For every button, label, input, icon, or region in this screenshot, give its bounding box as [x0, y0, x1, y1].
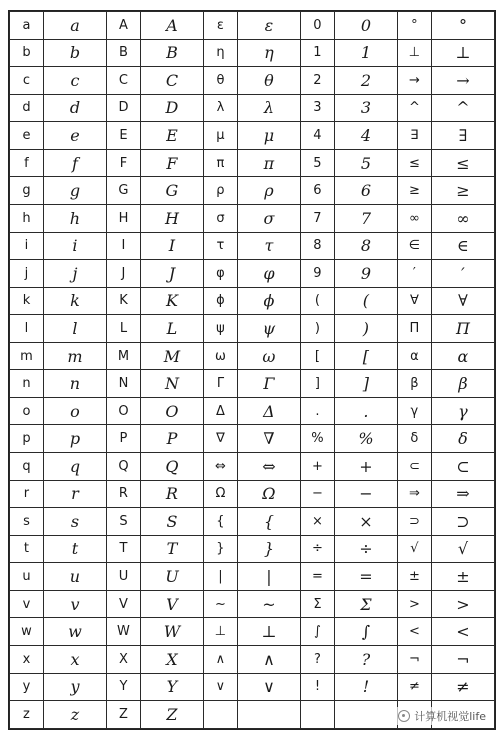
printed-char-cell: ≠	[397, 673, 431, 701]
printed-char-cell: μ	[203, 122, 237, 150]
printed-char-cell: v	[10, 590, 44, 618]
printed-char-cell: p	[10, 425, 44, 453]
printed-char-cell: ~	[203, 590, 237, 618]
printed-char-cell: N	[106, 370, 140, 398]
handwritten-char-cell: ?	[334, 645, 397, 673]
handwritten-char-cell: π	[237, 149, 300, 177]
handwritten-char-cell: →	[431, 67, 494, 95]
printed-char-cell: X	[106, 645, 140, 673]
printed-char-cell: ψ	[203, 315, 237, 343]
handwritten-char-cell: N	[140, 370, 203, 398]
handwritten-char-cell: 5	[334, 149, 397, 177]
handwritten-char-cell: {	[237, 508, 300, 536]
handwritten-char-cell: ∃	[431, 122, 494, 150]
handwritten-char-cell: ≥	[431, 177, 494, 205]
table-row	[10, 149, 495, 177]
printed-char-cell: o	[10, 397, 44, 425]
printed-char-cell: t	[10, 535, 44, 563]
handwritten-char-cell: f	[43, 149, 106, 177]
handwritten-char-cell: a	[43, 12, 106, 40]
handwritten-char-cell: h	[43, 204, 106, 232]
handwritten-char-cell: ∀	[431, 287, 494, 315]
handwritten-char-cell: ∈	[431, 232, 494, 260]
handwritten-char-cell: B	[140, 39, 203, 67]
handwritten-char-cell: V	[140, 590, 203, 618]
printed-char-cell: H	[106, 204, 140, 232]
handwritten-char-cell: θ	[237, 67, 300, 95]
printed-char-cell: ±	[397, 563, 431, 591]
handwritten-char-cell: ∨	[237, 673, 300, 701]
printed-char-cell: ∀	[397, 287, 431, 315]
handwritten-char-cell: R	[140, 480, 203, 508]
printed-char-cell: Q	[106, 453, 140, 481]
printed-char-cell: 3	[300, 94, 334, 122]
handwritten-char-cell: K	[140, 287, 203, 315]
printed-char-cell: m	[10, 342, 44, 370]
handwritten-char-cell: g	[43, 177, 106, 205]
handwritten-char-cell: 0	[334, 12, 397, 40]
table-row	[10, 287, 495, 315]
printed-char-cell: )	[300, 315, 334, 343]
printed-char-cell: δ	[397, 425, 431, 453]
printed-char-cell: σ	[203, 204, 237, 232]
handwritten-char-cell: ¬	[431, 645, 494, 673]
handwritten-char-cell: −	[334, 480, 397, 508]
table-row	[10, 177, 495, 205]
handwritten-char-cell: (	[334, 287, 397, 315]
printed-char-cell: −	[300, 480, 334, 508]
handwritten-char-cell: C	[140, 67, 203, 95]
printed-char-cell: ⊂	[397, 453, 431, 481]
printed-char-cell: q	[10, 453, 44, 481]
handwritten-char-cell: 7	[334, 204, 397, 232]
handwritten-char-cell: ÷	[334, 535, 397, 563]
printed-char-cell: 9	[300, 260, 334, 288]
table-row	[10, 39, 495, 67]
printed-char-cell: h	[10, 204, 44, 232]
printed-char-cell: Ω	[203, 480, 237, 508]
printed-char-cell: l	[10, 315, 44, 343]
printed-char-cell: z	[10, 701, 44, 729]
handwritten-char-cell: Δ	[237, 397, 300, 425]
printed-char-cell: η	[203, 39, 237, 67]
handwritten-char-cell: +	[334, 453, 397, 481]
table-row	[10, 425, 495, 453]
printed-char-cell: A	[106, 12, 140, 40]
printed-char-cell: ⇔	[203, 453, 237, 481]
handwritten-char-cell: )	[334, 315, 397, 343]
printed-char-cell: 0	[300, 12, 334, 40]
handwritten-char-cell: E	[140, 122, 203, 150]
table-row	[10, 397, 495, 425]
handwritten-char-cell: 6	[334, 177, 397, 205]
printed-char-cell: |	[203, 563, 237, 591]
printed-char-cell: Δ	[203, 397, 237, 425]
printed-char-cell: ∞	[397, 204, 431, 232]
printed-char-cell: B	[106, 39, 140, 67]
printed-char-cell: 4	[300, 122, 334, 150]
handwritten-char-cell: G	[140, 177, 203, 205]
handwritten-char-cell: m	[43, 342, 106, 370]
table-row	[10, 260, 495, 288]
handwritten-char-cell: ρ	[237, 177, 300, 205]
handwritten-char-cell: ϕ	[237, 287, 300, 315]
handwritten-char-cell: !	[334, 673, 397, 701]
printed-char-cell: S	[106, 508, 140, 536]
handwritten-char-cell: F	[140, 149, 203, 177]
character-sheet	[8, 10, 496, 730]
handwritten-char-cell: z	[43, 701, 106, 729]
handwritten-char-cell: ε	[237, 12, 300, 40]
printed-char-cell: I	[106, 232, 140, 260]
printed-char-cell: >	[397, 590, 431, 618]
printed-char-cell: β	[397, 370, 431, 398]
printed-char-cell: W	[106, 618, 140, 646]
printed-char-cell: ?	[300, 645, 334, 673]
printed-char-cell: n	[10, 370, 44, 398]
handwritten-char-cell: b	[43, 39, 106, 67]
handwritten-char-cell: ±	[431, 563, 494, 591]
handwritten-char-cell: ≠	[431, 673, 494, 701]
handwritten-char-cell: >	[431, 590, 494, 618]
table-row	[10, 645, 495, 673]
handwritten-char-cell: ∧	[237, 645, 300, 673]
printed-char-cell: M	[106, 342, 140, 370]
handwritten-char-cell: α	[431, 342, 494, 370]
handwritten-char-cell: ∇	[237, 425, 300, 453]
printed-char-cell: ×	[300, 508, 334, 536]
handwritten-char-cell: I	[140, 232, 203, 260]
printed-char-cell: φ	[203, 260, 237, 288]
printed-char-cell: [	[300, 342, 334, 370]
handwritten-char-cell: μ	[237, 122, 300, 150]
handwritten-char-cell: ~	[237, 590, 300, 618]
printed-char-cell: 6	[300, 177, 334, 205]
table-row	[10, 342, 495, 370]
printed-char-cell: ^	[397, 94, 431, 122]
handwritten-char-cell: 3	[334, 94, 397, 122]
handwritten-char-cell: τ	[237, 232, 300, 260]
printed-char-cell: 8	[300, 232, 334, 260]
table-row	[10, 94, 495, 122]
printed-char-cell: w	[10, 618, 44, 646]
printed-char-cell: ε	[203, 12, 237, 40]
handwritten-char-cell: M	[140, 342, 203, 370]
printed-char-cell: ⊃	[397, 508, 431, 536]
printed-char-cell: J	[106, 260, 140, 288]
printed-char-cell: 7	[300, 204, 334, 232]
printed-char-cell: d	[10, 94, 44, 122]
handwritten-char-cell: [	[334, 342, 397, 370]
handwritten-char-cell: W	[140, 618, 203, 646]
printed-char-cell: ρ	[203, 177, 237, 205]
handwritten-char-cell: P	[140, 425, 203, 453]
handwritten-char-cell: x	[43, 645, 106, 673]
handwritten-char-cell: %	[334, 425, 397, 453]
printed-char-cell: V	[106, 590, 140, 618]
handwritten-char-cell: |	[237, 563, 300, 591]
handwritten-char-cell: L	[140, 315, 203, 343]
handwritten-char-cell: <	[431, 618, 494, 646]
table-row	[10, 12, 495, 40]
handwritten-char-cell: °	[431, 12, 494, 40]
printed-char-cell: √	[397, 535, 431, 563]
printed-char-cell: E	[106, 122, 140, 150]
printed-char-cell: λ	[203, 94, 237, 122]
handwritten-char-cell: β	[431, 370, 494, 398]
printed-char-cell: g	[10, 177, 44, 205]
handwritten-char-cell: =	[334, 563, 397, 591]
printed-char-cell: °	[397, 12, 431, 40]
printed-char-cell: Γ	[203, 370, 237, 398]
printed-char-cell: ω	[203, 342, 237, 370]
handwritten-char-cell: Ω	[237, 480, 300, 508]
table-row	[10, 370, 495, 398]
printed-char-cell: ∃	[397, 122, 431, 150]
handwritten-char-cell: c	[43, 67, 106, 95]
handwritten-char-cell: ≤	[431, 149, 494, 177]
printed-char-cell: s	[10, 508, 44, 536]
printed-char-cell: e	[10, 122, 44, 150]
handwritten-char-cell: Σ	[334, 590, 397, 618]
printed-char-cell: =	[300, 563, 334, 591]
printed-char-cell: ⊥	[203, 618, 237, 646]
handwritten-char-cell: y	[43, 673, 106, 701]
printed-char-cell: {	[203, 508, 237, 536]
handwritten-char-cell: ∫	[334, 618, 397, 646]
printed-char-cell: i	[10, 232, 44, 260]
printed-char-cell: Π	[397, 315, 431, 343]
handwritten-char-cell: j	[43, 260, 106, 288]
handwritten-char-cell: 2	[334, 67, 397, 95]
handwritten-char-cell: √	[431, 535, 494, 563]
printed-char-cell: !	[300, 673, 334, 701]
handwritten-char-cell: T	[140, 535, 203, 563]
handwritten-char-cell: φ	[237, 260, 300, 288]
printed-char-cell: ∧	[203, 645, 237, 673]
handwritten-char-cell: J	[140, 260, 203, 288]
printed-char-cell: ⇒	[397, 480, 431, 508]
handwritten-char-cell: o	[43, 397, 106, 425]
table-row	[10, 563, 495, 591]
handwritten-char-cell: A	[140, 12, 203, 40]
printed-char-cell: α	[397, 342, 431, 370]
printed-char-cell: ∇	[203, 425, 237, 453]
printed-char-cell: F	[106, 149, 140, 177]
handwritten-char-cell: 8	[334, 232, 397, 260]
table-row	[10, 122, 495, 150]
printed-char-cell	[300, 701, 334, 729]
printed-char-cell: b	[10, 39, 44, 67]
printed-char-cell: O	[106, 397, 140, 425]
handwritten-char-cell: η	[237, 39, 300, 67]
printed-char-cell: ]	[300, 370, 334, 398]
table-row	[10, 232, 495, 260]
handwritten-char-cell: ^	[431, 94, 494, 122]
handwritten-char-cell: ⊥	[237, 618, 300, 646]
printed-char-cell: θ	[203, 67, 237, 95]
handwritten-char-cell: ⇒	[431, 480, 494, 508]
printed-char-cell: y	[10, 673, 44, 701]
printed-char-cell: (	[300, 287, 334, 315]
handwritten-char-cell: q	[43, 453, 106, 481]
handwritten-char-cell: t	[43, 535, 106, 563]
printed-char-cell: ∈	[397, 232, 431, 260]
handwritten-char-cell: 4	[334, 122, 397, 150]
printed-char-cell: +	[300, 453, 334, 481]
handwritten-char-cell: Q	[140, 453, 203, 481]
printed-char-cell: }	[203, 535, 237, 563]
printed-char-cell: .	[300, 397, 334, 425]
printed-char-cell: Y	[106, 673, 140, 701]
printed-char-cell: T	[106, 535, 140, 563]
printed-char-cell: Σ	[300, 590, 334, 618]
handwritten-char-cell: 1	[334, 39, 397, 67]
printed-char-cell: R	[106, 480, 140, 508]
table-row	[10, 618, 495, 646]
handwritten-char-cell: O	[140, 397, 203, 425]
handwritten-char-cell: X	[140, 645, 203, 673]
printed-char-cell: j	[10, 260, 44, 288]
printed-char-cell: C	[106, 67, 140, 95]
table-row	[10, 535, 495, 563]
printed-char-cell: <	[397, 618, 431, 646]
handwritten-char-cell: ×	[334, 508, 397, 536]
handwritten-char-cell: e	[43, 122, 106, 150]
handwritten-char-cell: ⊂	[431, 453, 494, 481]
table-row	[10, 480, 495, 508]
handwritten-char-cell: }	[237, 535, 300, 563]
handwritten-char-cell: D	[140, 94, 203, 122]
handwritten-char-cell: ⊃	[431, 508, 494, 536]
handwritten-char-cell: s	[43, 508, 106, 536]
table-row	[10, 315, 495, 343]
handwritten-char-cell: Π	[431, 315, 494, 343]
handwritten-char-cell: σ	[237, 204, 300, 232]
wechat-logo-icon	[398, 710, 410, 722]
handwritten-char-cell: ′	[431, 260, 494, 288]
printed-char-cell: 5	[300, 149, 334, 177]
handwritten-char-cell: 9	[334, 260, 397, 288]
handwritten-char-cell: H	[140, 204, 203, 232]
handwritten-char-cell: d	[43, 94, 106, 122]
handwritten-char-cell: Y	[140, 673, 203, 701]
handwritten-char-cell: v	[43, 590, 106, 618]
handwritten-char-cell: ω	[237, 342, 300, 370]
printed-char-cell: 2	[300, 67, 334, 95]
handwritten-char-cell: Γ	[237, 370, 300, 398]
handwritten-char-cell: ∞	[431, 204, 494, 232]
table-row	[10, 67, 495, 95]
printed-char-cell: ≥	[397, 177, 431, 205]
handwritten-char-cell	[334, 701, 397, 729]
printed-char-cell: ∨	[203, 673, 237, 701]
table-row	[10, 508, 495, 536]
handwritten-char-cell: l	[43, 315, 106, 343]
handwritten-char-cell: r	[43, 480, 106, 508]
handwritten-char-cell: ]	[334, 370, 397, 398]
handwritten-char-cell: ⊥	[431, 39, 494, 67]
printed-char-cell: ϕ	[203, 287, 237, 315]
handwritten-char-cell: δ	[431, 425, 494, 453]
handwritten-char-cell: Z	[140, 701, 203, 729]
handwritten-char-cell: S	[140, 508, 203, 536]
printed-char-cell: ′	[397, 260, 431, 288]
printed-char-cell: k	[10, 287, 44, 315]
printed-char-cell: ⊥	[397, 39, 431, 67]
table-row	[10, 453, 495, 481]
handwritten-char-cell: U	[140, 563, 203, 591]
printed-char-cell	[203, 701, 237, 729]
handwritten-char-cell: p	[43, 425, 106, 453]
character-grid	[9, 11, 495, 729]
handwritten-char-cell: u	[43, 563, 106, 591]
printed-char-cell: Z	[106, 701, 140, 729]
printed-char-cell: f	[10, 149, 44, 177]
printed-char-cell: u	[10, 563, 44, 591]
printed-char-cell: γ	[397, 397, 431, 425]
handwritten-char-cell: γ	[431, 397, 494, 425]
table-row	[10, 204, 495, 232]
printed-char-cell: ≤	[397, 149, 431, 177]
handwritten-char-cell: λ	[237, 94, 300, 122]
printed-char-cell: →	[397, 67, 431, 95]
handwritten-char-cell: k	[43, 287, 106, 315]
handwritten-char-cell: n	[43, 370, 106, 398]
printed-char-cell: ÷	[300, 535, 334, 563]
printed-char-cell: P	[106, 425, 140, 453]
printed-char-cell: D	[106, 94, 140, 122]
printed-char-cell: π	[203, 149, 237, 177]
printed-char-cell: K	[106, 287, 140, 315]
handwritten-char-cell: w	[43, 618, 106, 646]
table-row	[10, 590, 495, 618]
watermark-text: 计算机视觉life	[414, 710, 486, 723]
handwritten-char-cell: ⇔	[237, 453, 300, 481]
printed-char-cell: a	[10, 12, 44, 40]
printed-char-cell: c	[10, 67, 44, 95]
handwritten-char-cell: i	[43, 232, 106, 260]
handwritten-char-cell	[237, 701, 300, 729]
printed-char-cell: ∫	[300, 618, 334, 646]
printed-char-cell: %	[300, 425, 334, 453]
watermark	[395, 707, 489, 725]
printed-char-cell: U	[106, 563, 140, 591]
printed-char-cell: r	[10, 480, 44, 508]
printed-char-cell: 1	[300, 39, 334, 67]
printed-char-cell: L	[106, 315, 140, 343]
handwritten-char-cell: ψ	[237, 315, 300, 343]
printed-char-cell: ¬	[397, 645, 431, 673]
printed-char-cell: x	[10, 645, 44, 673]
printed-char-cell: G	[106, 177, 140, 205]
handwritten-char-cell: .	[334, 397, 397, 425]
printed-char-cell: τ	[203, 232, 237, 260]
table-row	[10, 673, 495, 701]
